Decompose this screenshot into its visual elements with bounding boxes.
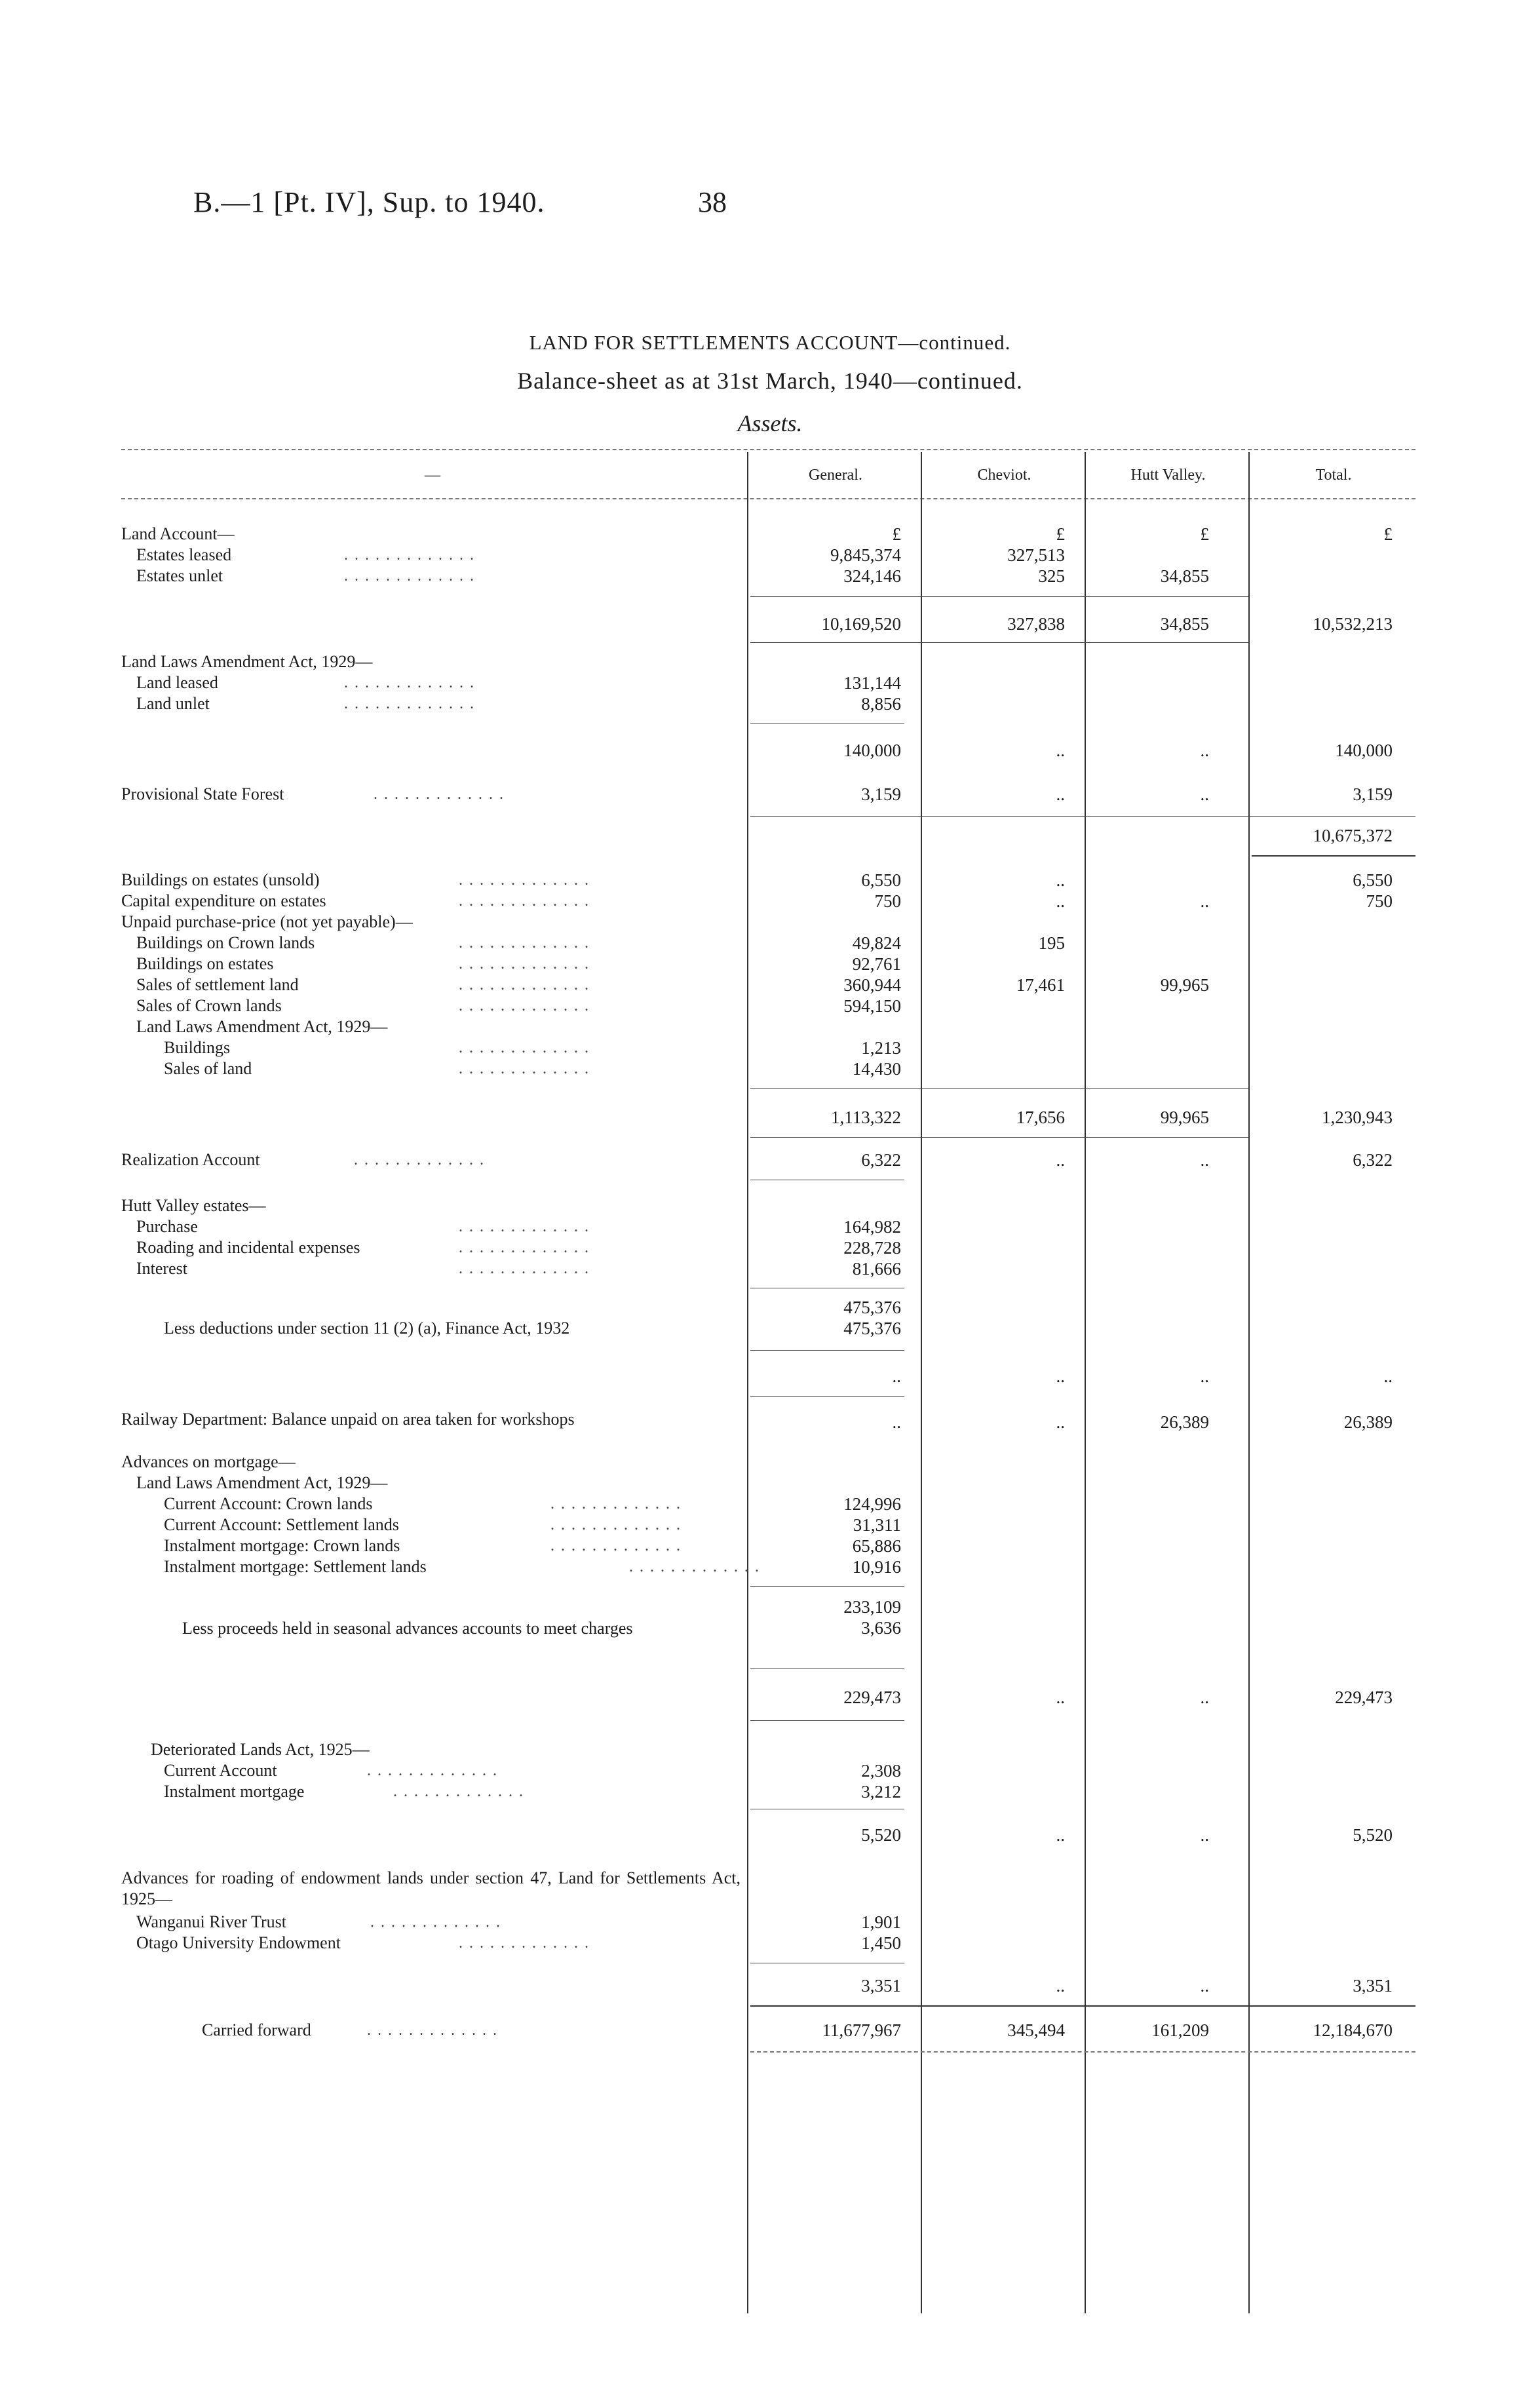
current-crown-general: 124,996 bbox=[843, 1494, 901, 1514]
deteriorated-subtotal-hutt: .. bbox=[1200, 1825, 1209, 1845]
buildings-crown-label: Buildings on Crown lands bbox=[136, 933, 315, 952]
sales-settlement-general: 360,944 bbox=[843, 975, 901, 995]
instalment-crown-label: Instalment mortgage: Crown lands bbox=[164, 1536, 400, 1555]
estates-leased-cheviot: 327,513 bbox=[1007, 545, 1065, 565]
provisional-general: 3,159 bbox=[861, 784, 901, 804]
buildings-unsold-total: 6,550 bbox=[1353, 870, 1393, 890]
currency-general: £ bbox=[892, 524, 901, 544]
llaa-subtotal-cheviot: .. bbox=[1056, 741, 1065, 760]
realization-hutt: .. bbox=[1200, 1150, 1209, 1170]
leader-dots: . . . . . . . . . . . . . bbox=[629, 1558, 760, 1575]
leader-dots: . . . . . . . . . . . . . bbox=[459, 1060, 590, 1077]
leader-dots: . . . . . . . . . . . . . bbox=[374, 786, 505, 803]
railway-cheviot: .. bbox=[1056, 1412, 1065, 1432]
buildings-estates-general: 92,761 bbox=[852, 954, 901, 974]
realization-total: 6,322 bbox=[1353, 1150, 1393, 1170]
column-hutt-valley: Hutt Valley. bbox=[1130, 467, 1206, 484]
sales-land-label: Sales of land bbox=[164, 1059, 252, 1078]
advances-net-general: 229,473 bbox=[843, 1688, 901, 1707]
leader-dots: . . . . . . . . . . . . . bbox=[459, 976, 590, 993]
leader-dots: . . . . . . . . . . . . . bbox=[459, 1239, 590, 1256]
realization-label: Realization Account bbox=[121, 1150, 260, 1169]
blank-column-head: — bbox=[425, 467, 440, 484]
leader-dots: . . . . . . . . . . . . . bbox=[459, 997, 590, 1014]
instalment-settlement-label: Instalment mortgage: Settlement lands bbox=[164, 1557, 427, 1576]
less-deductions-general: 475,376 bbox=[843, 1319, 901, 1338]
rule bbox=[750, 1396, 904, 1397]
unpaid-subtotal-total: 1,230,943 bbox=[1322, 1108, 1393, 1127]
rule bbox=[750, 1088, 1248, 1089]
currency-total: £ bbox=[1383, 524, 1393, 544]
buildings-general: 1,213 bbox=[861, 1038, 901, 1058]
column-general: General. bbox=[809, 467, 862, 484]
deteriorated-heading: Deteriorated Lands Act, 1925— bbox=[151, 1740, 370, 1759]
land-leased-label: Land leased bbox=[136, 673, 218, 692]
rule bbox=[750, 642, 1248, 643]
unpaid-subtotal-general: 1,113,322 bbox=[831, 1108, 901, 1127]
interest-general: 81,666 bbox=[852, 1259, 901, 1279]
instalment-settlement-general: 10,916 bbox=[852, 1557, 901, 1577]
carried-forward-total: 12,184,670 bbox=[1313, 2020, 1393, 2040]
leader-dots: . . . . . . . . . . . . . bbox=[459, 935, 590, 952]
railway-total: 26,389 bbox=[1343, 1412, 1393, 1432]
land-unlet-label: Land unlet bbox=[136, 694, 210, 713]
rule bbox=[750, 1668, 904, 1669]
provisional-cheviot: .. bbox=[1056, 784, 1065, 804]
realization-general: 6,322 bbox=[861, 1150, 901, 1170]
land-unlet-general: 8,856 bbox=[861, 694, 901, 714]
land-account-heading: Land Account— bbox=[121, 524, 235, 543]
buildings-unsold-cheviot: .. bbox=[1056, 870, 1065, 890]
capital-expenditure-cheviot: .. bbox=[1056, 891, 1065, 911]
leader-dots: . . . . . . . . . . . . . bbox=[459, 1935, 590, 1952]
railway-general: .. bbox=[892, 1412, 901, 1432]
leader-dots: . . . . . . . . . . . . . bbox=[459, 1039, 590, 1056]
provisional-label: Provisional State Forest bbox=[121, 784, 284, 803]
sales-crown-label: Sales of Crown lands bbox=[136, 996, 282, 1015]
rule bbox=[750, 1137, 1248, 1138]
current-settlement-label: Current Account: Settlement lands bbox=[164, 1515, 399, 1534]
estates-unlet-general: 324,146 bbox=[843, 566, 901, 586]
rule bbox=[750, 1586, 904, 1587]
less-proceeds-label: Less proceeds held in seasonal advances accounts to meet charges bbox=[182, 1619, 633, 1638]
leader-dots: . . . . . . . . . . . . . bbox=[344, 547, 475, 564]
balance-sheet-title: Balance-sheet as at 31st March, 1940—continued. bbox=[517, 368, 1023, 394]
advances-net-cheviot: .. bbox=[1056, 1688, 1065, 1707]
rule bbox=[750, 816, 1415, 817]
column-cheviot: Cheviot. bbox=[977, 467, 1031, 484]
advances-net-total: 229,473 bbox=[1335, 1688, 1393, 1707]
hutt-net-cheviot: .. bbox=[1056, 1366, 1065, 1386]
carried-forward-cheviot: 345,494 bbox=[1007, 2020, 1065, 2040]
buildings-unsold-label: Buildings on estates (unsold) bbox=[121, 870, 320, 889]
purchase-general: 164,982 bbox=[843, 1217, 901, 1237]
leader-dots: . . . . . . . . . . . . . bbox=[370, 1914, 501, 1931]
unpaid-heading: Unpaid purchase-price (not yet payable)— bbox=[121, 912, 413, 931]
capital-expenditure-general: 750 bbox=[874, 891, 901, 911]
column-divider-4 bbox=[1248, 452, 1250, 2313]
advances-heading: Advances on mortgage— bbox=[121, 1452, 296, 1471]
buildings-label: Buildings bbox=[164, 1038, 231, 1057]
table-top-rule bbox=[121, 449, 1415, 450]
railway-hutt: 26,389 bbox=[1160, 1412, 1209, 1432]
land-account-subtotal-general: 10,169,520 bbox=[821, 614, 901, 634]
hutt-net-general: .. bbox=[892, 1366, 901, 1386]
wanganui-general: 1,901 bbox=[861, 1912, 901, 1932]
carried-forward-label: Carried forward bbox=[202, 2020, 311, 2039]
unpaid-subtotal-cheviot: 17,656 bbox=[1016, 1108, 1065, 1127]
leader-dots: . . . . . . . . . . . . . bbox=[344, 674, 475, 691]
buildings-crown-cheviot: 195 bbox=[1038, 933, 1065, 953]
sales-settlement-cheviot: 17,461 bbox=[1016, 975, 1065, 995]
roading-subtotal-total: 3,351 bbox=[1353, 1976, 1393, 1996]
less-proceeds-general: 3,636 bbox=[861, 1618, 901, 1638]
leader-dots: . . . . . . . . . . . . . bbox=[459, 1218, 590, 1235]
leader-dots: . . . . . . . . . . . . . bbox=[459, 872, 590, 889]
current-account-general: 2,308 bbox=[861, 1761, 901, 1781]
rule bbox=[750, 2005, 1415, 2007]
capital-expenditure-label: Capital expenditure on estates bbox=[121, 891, 326, 910]
sales-settlement-hutt: 99,965 bbox=[1160, 975, 1209, 995]
rule bbox=[750, 596, 1248, 597]
current-crown-label: Current Account: Crown lands bbox=[164, 1494, 373, 1513]
instalment-crown-general: 65,886 bbox=[852, 1536, 901, 1556]
llaa3-heading: Land Laws Amendment Act, 1929— bbox=[136, 1473, 388, 1492]
column-total: Total. bbox=[1315, 467, 1352, 484]
column-divider-2 bbox=[921, 452, 922, 2313]
capital-expenditure-hutt: .. bbox=[1200, 891, 1209, 911]
less-deductions-label: Less deductions under section 11 (2) (a), Finance Act, 1932 bbox=[164, 1319, 570, 1338]
section-title: Assets. bbox=[737, 410, 803, 436]
leader-dots: . . . . . . . . . . . . . bbox=[344, 695, 475, 712]
otago-label: Otago University Endowment bbox=[136, 1933, 341, 1952]
currency-hutt: £ bbox=[1200, 524, 1209, 544]
table-bottom-rule bbox=[750, 2051, 1415, 2053]
leader-dots: . . . . . . . . . . . . . bbox=[459, 893, 590, 910]
estates-unlet-hutt: 34,855 bbox=[1160, 566, 1209, 586]
instalment-mortgage-label: Instalment mortgage bbox=[164, 1782, 305, 1801]
roading-general: 228,728 bbox=[843, 1238, 901, 1258]
land-account-subtotal-total: 10,532,213 bbox=[1313, 614, 1393, 634]
leader-dots: . . . . . . . . . . . . . bbox=[550, 1495, 682, 1513]
estates-unlet-cheviot: 325 bbox=[1038, 566, 1065, 586]
roading-subtotal-hutt: .. bbox=[1200, 1976, 1209, 1996]
otago-general: 1,450 bbox=[861, 1933, 901, 1953]
current-account-label: Current Account bbox=[164, 1761, 277, 1780]
land-leased-general: 131,144 bbox=[843, 673, 901, 693]
rule bbox=[750, 1720, 904, 1721]
hutt-subtotal-general: 475,376 bbox=[843, 1298, 901, 1317]
deteriorated-subtotal-cheviot: .. bbox=[1056, 1825, 1065, 1845]
advances-subtotal-general: 233,109 bbox=[843, 1597, 901, 1617]
advances-net-hutt: .. bbox=[1200, 1688, 1209, 1707]
realization-cheviot: .. bbox=[1056, 1150, 1065, 1170]
roading-label: Roading and incidental expenses bbox=[136, 1238, 360, 1257]
currency-cheviot: £ bbox=[1056, 524, 1065, 544]
llaa-subtotal-general: 140,000 bbox=[843, 741, 901, 760]
estates-leased-label: Estates leased bbox=[136, 545, 232, 564]
page-header-ref: B.—1 [Pt. IV], Sup. to 1940. bbox=[193, 186, 545, 218]
unpaid-subtotal-hutt: 99,965 bbox=[1160, 1108, 1209, 1127]
railway-label: Railway Department: Balance unpaid on area taken for workshops bbox=[121, 1410, 575, 1429]
leader-dots: . . . . . . . . . . . . . bbox=[393, 1783, 524, 1800]
carried-forward-hutt: 161,209 bbox=[1151, 2020, 1209, 2040]
hutt-estates-heading: Hutt Valley estates— bbox=[121, 1196, 266, 1215]
sales-settlement-label: Sales of settlement land bbox=[136, 975, 299, 994]
estates-unlet-label: Estates unlet bbox=[136, 566, 223, 585]
buildings-unsold-general: 6,550 bbox=[861, 870, 901, 890]
running-total: 10,675,372 bbox=[1313, 826, 1393, 845]
leader-dots: . . . . . . . . . . . . . bbox=[344, 568, 475, 585]
leader-dots: . . . . . . . . . . . . . bbox=[367, 2022, 498, 2039]
llaa-subtotal-hutt: .. bbox=[1200, 741, 1209, 760]
land-account-subtotal-cheviot: 327,838 bbox=[1007, 614, 1065, 634]
leader-dots: . . . . . . . . . . . . . bbox=[550, 1516, 682, 1534]
leader-dots: . . . . . . . . . . . . . bbox=[459, 1260, 590, 1277]
leader-dots: . . . . . . . . . . . . . bbox=[367, 1762, 498, 1779]
llaa2-heading: Land Laws Amendment Act, 1929— bbox=[136, 1017, 388, 1036]
land-account-subtotal-hutt: 34,855 bbox=[1160, 614, 1209, 634]
sales-land-general: 14,430 bbox=[852, 1059, 901, 1079]
deteriorated-subtotal-general: 5,520 bbox=[861, 1825, 901, 1845]
llaa-subtotal-total: 140,000 bbox=[1335, 741, 1393, 760]
header-bottom-rule bbox=[121, 498, 1415, 499]
rule bbox=[750, 1350, 904, 1351]
running-total-rule bbox=[1252, 855, 1415, 857]
wanganui-label: Wanganui River Trust bbox=[136, 1912, 287, 1931]
roading-subtotal-general: 3,351 bbox=[861, 1976, 901, 1996]
interest-label: Interest bbox=[136, 1259, 187, 1278]
provisional-hutt: .. bbox=[1200, 784, 1209, 804]
leader-dots: . . . . . . . . . . . . . bbox=[354, 1151, 485, 1168]
roading-subtotal-cheviot: .. bbox=[1056, 1976, 1065, 1996]
deteriorated-subtotal-total: 5,520 bbox=[1353, 1825, 1393, 1845]
llaa-heading: Land Laws Amendment Act, 1929— bbox=[121, 652, 373, 671]
leader-dots: . . . . . . . . . . . . . bbox=[550, 1537, 682, 1554]
instalment-mortgage-general: 3,212 bbox=[861, 1782, 901, 1802]
buildings-crown-general: 49,824 bbox=[852, 933, 901, 953]
current-settlement-general: 31,311 bbox=[853, 1515, 901, 1535]
buildings-estates-label: Buildings on estates bbox=[136, 954, 274, 973]
purchase-label: Purchase bbox=[136, 1217, 198, 1236]
capital-expenditure-total: 750 bbox=[1366, 891, 1393, 911]
advances-roading-label: Advances for roading of endowment lands under section 47, Land for Settlements Act, 1925— bbox=[121, 1868, 741, 1908]
hutt-net-hutt: .. bbox=[1200, 1366, 1209, 1386]
provisional-total: 3,159 bbox=[1353, 784, 1393, 804]
estates-leased-general: 9,845,374 bbox=[830, 545, 901, 565]
leader-dots: . . . . . . . . . . . . . bbox=[459, 955, 590, 973]
account-title: LAND FOR SETTLEMENTS ACCOUNT—continued. bbox=[529, 331, 1011, 354]
carried-forward-general: 11,677,967 bbox=[822, 2020, 901, 2040]
hutt-net-total: .. bbox=[1383, 1366, 1393, 1386]
sales-crown-general: 594,150 bbox=[843, 996, 901, 1016]
page-number: 38 bbox=[698, 186, 727, 218]
column-divider-3 bbox=[1085, 452, 1086, 2313]
